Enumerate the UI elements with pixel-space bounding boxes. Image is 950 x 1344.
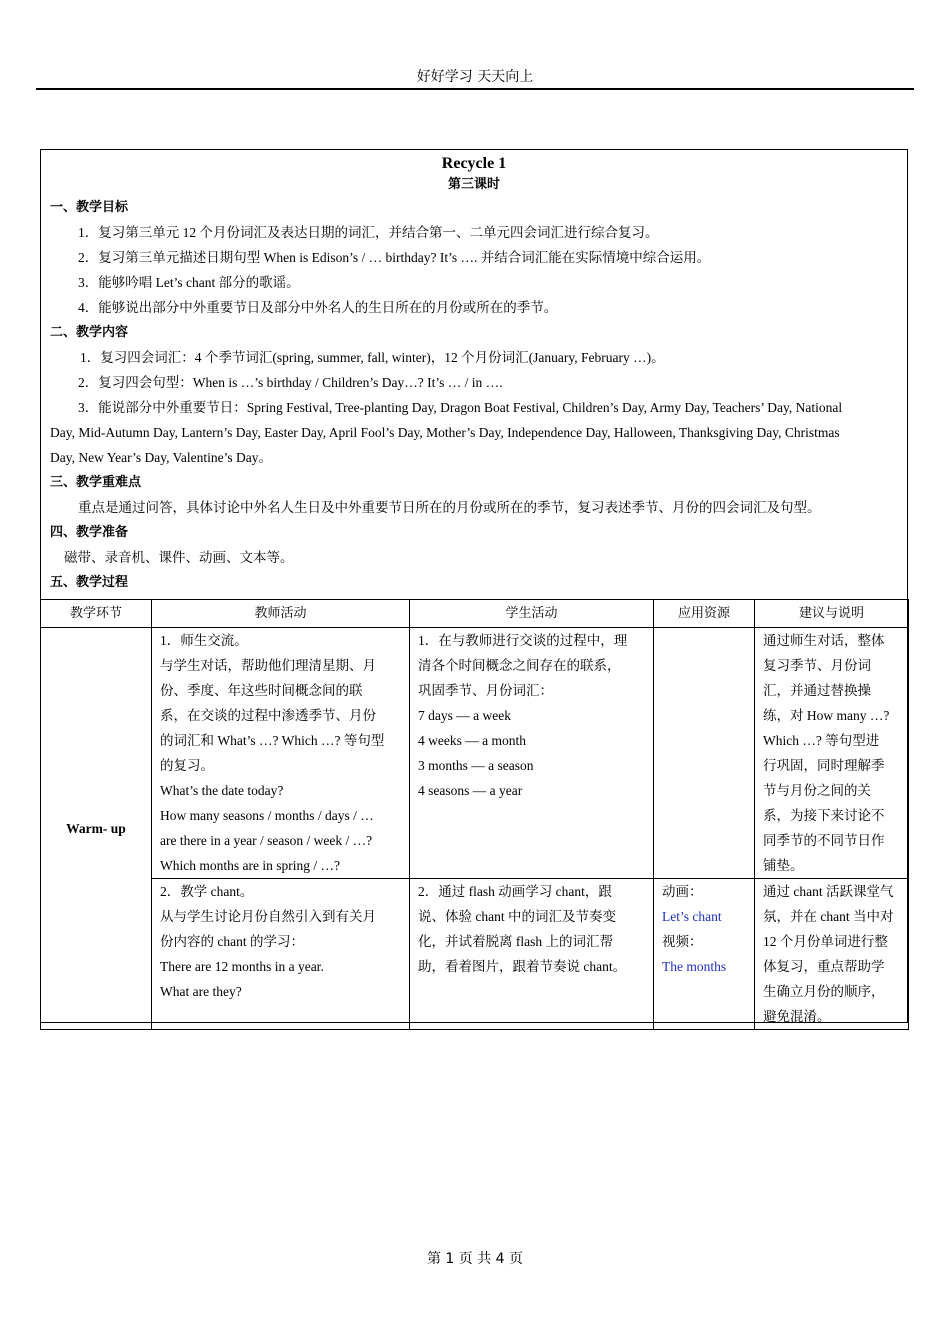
cell-line: 1．在与教师进行交谈的过程中，理 (418, 633, 628, 648)
video-link[interactable]: The months (662, 959, 727, 974)
notes-cell (755, 628, 909, 879)
key-points-section (41, 470, 907, 520)
cell-line: 说、体验 chant 中的词汇及节奏变 (418, 909, 616, 924)
col-header: 教学环节 (41, 600, 152, 628)
content-item: 2．复习四会句型：When is …’s birthday / Children’s Day…? It’s … / in …. (78, 375, 503, 390)
cell-line: 2．通过 flash 动画学习 chant，跟 (418, 884, 612, 899)
goal-item: 2．复习第三单元描述日期句型 When is Edison’s / … birthday? It’s …. 并结合词汇能在实际情境中综合运用。 (78, 250, 711, 265)
teacher-cell (152, 879, 410, 1030)
cell-line: 汇，并通过替换操 (763, 683, 871, 698)
cell-line: 4 weeks — a month (418, 733, 526, 748)
cell-line: 练，对 How many …? (763, 708, 890, 723)
cell-line: 系，在交谈的过程中渗透季节、月份 (160, 708, 376, 723)
key-points-heading: 三、教学重难点 (50, 475, 142, 490)
goal-item: 1．复习第三单元 12 个月份词汇及表达日期的词汇，并结合第一、二单元四会词汇进行综合复习。 (78, 225, 659, 240)
col-header: 应用资源 (654, 600, 755, 628)
cell-line: 助，看着图片，跟着节奏说 chant。 (418, 959, 627, 974)
table-header-row (41, 600, 909, 628)
cell-line: 巩固季节、月份词汇： (418, 683, 553, 698)
cell-line: What’s the date today? (160, 783, 284, 798)
cell-line: Which …? 等句型进 (763, 733, 880, 748)
cell-line: 通过 chant 活跃课堂气 (763, 884, 894, 899)
teacher-cell (152, 628, 410, 879)
cell-line: How many seasons / months / days / … (160, 808, 374, 823)
table-row (41, 879, 909, 1030)
content-item: 1．复习四会词汇：4 个季节词汇(spring, summer, fall, winter)，12 个月份词汇(January, February …)。 (80, 350, 665, 365)
content-heading: 二、教学内容 (50, 325, 129, 340)
process-table (40, 599, 909, 1030)
stage-cell: Warm- up (41, 628, 152, 1030)
resource-label: 视频： (662, 934, 703, 949)
col-header: 学生活动 (410, 600, 654, 628)
cell-line: There are 12 months in a year. (160, 959, 324, 974)
cell-line: 2．教学 chant。 (160, 884, 254, 899)
cell-line: 氛，并在 chant 当中对 (763, 909, 894, 924)
resource-cell (654, 879, 755, 1030)
process-section (41, 570, 907, 595)
col-header: 教师活动 (152, 600, 410, 628)
lesson-plan-box (40, 149, 908, 1023)
cell-line: 4 seasons — a year (418, 783, 523, 798)
cell-line: What are they? (160, 984, 242, 999)
cell-line: 节与月份之间的关 (763, 783, 871, 798)
cell-line: 系，为接下来讨论不 (763, 808, 885, 823)
cell-line: 与学生对话，帮助他们理清星期、月 (160, 658, 376, 673)
content-section (41, 320, 907, 470)
cell-line: 化，并试着脱离 flash 上的词汇帮 (418, 934, 613, 949)
resource-label: 动画： (662, 884, 703, 899)
cell-line: are there in a year / season / week / …? (160, 833, 373, 848)
content-item: 3．能说部分中外重要节日：Spring Festival, Tree-planting Day, Dragon Boat Festival, Children’s Day, Army Day, Teachers’ Day, National (78, 400, 843, 415)
table-row (41, 628, 909, 879)
cell-line: 避免混淆。 (763, 1009, 831, 1024)
resource-cell (654, 628, 755, 879)
process-heading: 五、教学过程 (50, 575, 129, 590)
cell-line: 复习季节、月份词 (763, 658, 871, 673)
cell-line: 份、季度、年这些时间概念间的联 (160, 683, 363, 698)
cell-line: 1．师生交流。 (160, 633, 248, 648)
prep-text: 磁带、录音机、课件、动画、文本等。 (64, 550, 294, 565)
cell-line: 同季节的不同节日作 (763, 833, 885, 848)
cell-line: 12 个月份单词进行整 (763, 934, 888, 949)
cell-line: 从与学生讨论月份自然引入到有关月 (160, 909, 376, 924)
cell-line: 通过师生对话，整体 (763, 633, 885, 648)
cell-line: 的词汇和 What’s …? Which …? 等句型 (160, 733, 385, 748)
prep-heading: 四、教学准备 (50, 525, 129, 540)
student-cell (410, 628, 654, 879)
page-footer: 第 1 页 共 4 页 (426, 1251, 524, 1267)
cell-line: 行巩固，同时理解季 (763, 758, 885, 773)
col-header: 建议与说明 (755, 600, 909, 628)
cell-line: 的复习。 (160, 758, 214, 773)
cell-line: 铺垫。 (763, 858, 804, 873)
animation-link[interactable]: Let’s chant (662, 909, 722, 924)
cell-line: 清各个时间概念之间存在的联系， (418, 658, 621, 673)
cell-line: 体复习，重点帮助学 (763, 959, 885, 974)
cell-line: 份内容的 chant 的学习： (160, 934, 304, 949)
content-item-cont: Day, Mid-Autumn Day, Lantern’s Day, Easter Day, April Fool’s Day, Mother’s Day, Independence Day, Halloween, Thanksgiving Day, Christmas (50, 425, 840, 440)
cell-line: 生确立月份的顺序， (763, 984, 885, 999)
content-item-cont: Day, New Year’s Day, Valentine’s Day。 (50, 450, 272, 465)
notes-cell (755, 879, 909, 1030)
doc-subtitle: 第三课时 (447, 177, 500, 192)
goal-item: 4．能够说出部分中外重要节日及部分中外名人的生日所在的月份或所在的季节。 (78, 300, 558, 315)
cell-line: 7 days — a week (418, 708, 511, 723)
goals-section (41, 195, 907, 320)
cell-line: Which months are in spring / …? (160, 858, 340, 873)
goal-item: 3．能够吟唱 Let’s chant 部分的歌谣。 (78, 275, 300, 290)
student-cell (410, 879, 654, 1030)
doc-title: Recycle 1 (441, 155, 507, 172)
prep-section (41, 520, 907, 570)
page-header: 好好学习 天天向上 (36, 68, 914, 90)
key-points-text: 重点是通过问答，具体讨论中外名人生日及中外重要节日所在的月份或所在的季节，复习表述季节、月份的四会词汇及句型。 (78, 500, 821, 515)
goals-heading: 一、教学目标 (50, 200, 129, 215)
cell-line: 3 months — a season (418, 758, 534, 773)
